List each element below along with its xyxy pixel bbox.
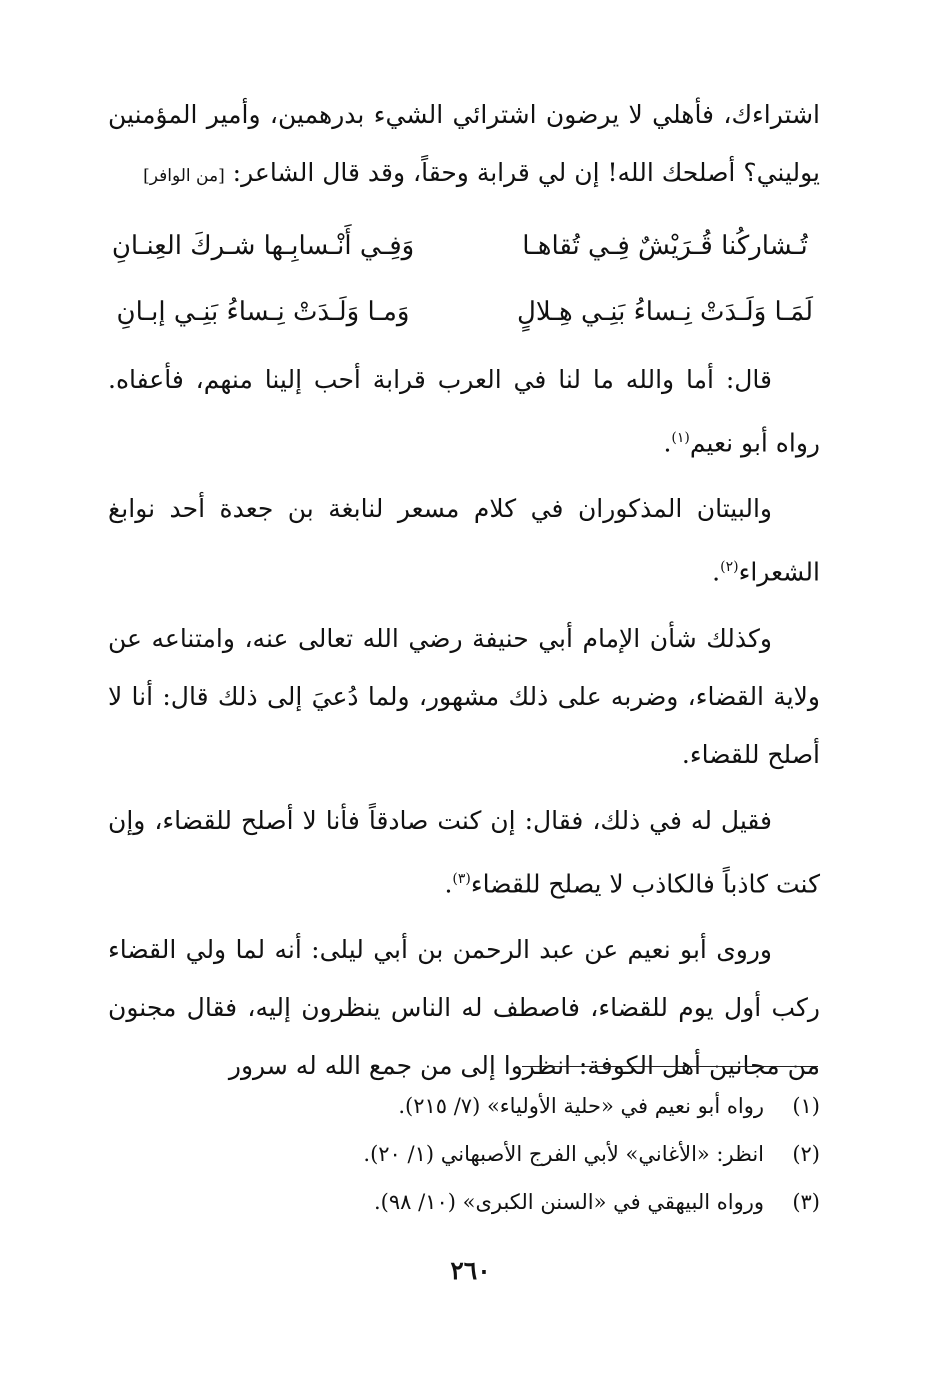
footnote-ref-1[interactable]: (١)	[671, 430, 690, 446]
footnote-text: رواه أبو نعيم في «حلية الأولياء» (٧/ ٢١٥).	[398, 1094, 764, 1118]
footnotes	[108, 1082, 820, 1226]
paragraph-text: قال: أما والله ما لنا في العرب قرابة أحب إلينا منهم، فأعفاه. رواه أبو نعيم	[108, 365, 820, 458]
footnote-text: انظر: «الأغاني» لأبي الفرج الأصبهاني (١/ ٢٠).	[363, 1142, 764, 1166]
paragraph-abu-nuaym	[108, 351, 820, 472]
footnote-number: (٣)	[792, 1190, 820, 1214]
page-body	[108, 86, 820, 1103]
paragraph-end: .	[712, 557, 721, 587]
footnote-1	[108, 1082, 820, 1130]
poem	[108, 213, 820, 345]
opening-line-2: يوليني؟ أصلحك الله! إن لي قرابة وحقاً، وقد قال الشاعر:	[224, 158, 820, 187]
page-number: ٢٦٠	[450, 1256, 491, 1285]
verse-2-first-hemistich: لَمَـا وَلَـدَتْ نِـساءُ بَنِـي هِـلالٍ	[516, 297, 814, 327]
footnote-ref-3[interactable]: (٣)	[452, 870, 471, 887]
footnote-number: (١)	[792, 1094, 820, 1118]
footnote-3	[108, 1178, 820, 1226]
paragraph-end: .	[444, 868, 453, 898]
poem-verse	[108, 279, 820, 345]
footnote-2	[108, 1130, 820, 1178]
poem-meter: [من الوافر]	[143, 166, 225, 186]
verse-2-second-hemistich: وَمـا وَلَـدَتْ نِـساءُ بَنِـي إبـانِ	[116, 297, 410, 327]
paragraph-end: .	[663, 428, 672, 458]
opening-line-1: اشتراءك، فأهلي لا يرضون اشترائي الشيء بدرهمين، وأمير المؤمنين	[108, 100, 820, 129]
footnote-number: (٢)	[792, 1142, 820, 1166]
footnote-text: ورواه البيهقي في «السنن الكبرى» (١٠/ ٩٨).	[373, 1190, 764, 1214]
paragraph-text: وكذلك شأن الإمام أبي حنيفة رضي الله تعالى عنه، وامتناعه عن ولاية القضاء، وضربه على ذلك مشهور، ولما دُعيَ إلى ذلك قال: أنا لا أصلح للقضاء.	[108, 623, 820, 769]
verse-1-first-hemistich: تُـشاركُنا قُـرَيْشٌ فِـي تُقاهـا	[522, 231, 808, 261]
paragraph-abu-hanifa	[108, 610, 820, 784]
opening-paragraph	[108, 86, 820, 205]
paragraph-text: وروى أبو نعيم عن عبد الرحمن بن أبي ليلى: أنه لما ولي القضاء ركب أول يوم للقضاء، فاصطف له الناس ينظرون إليه، فقال مجنون من مجانين أهل الكوفة: انظروا إلى من جمع الله له سرور	[108, 934, 820, 1080]
poem-verse	[108, 213, 820, 279]
footnote-separator	[522, 1066, 818, 1067]
footnote-ref-2[interactable]: (٢)	[720, 559, 739, 576]
paragraph-text: فقيل له في ذلك، فقال: إن كنت صادقاً فأنا لا أصلح للقضاء، وإن كنت كاذباً فالكاذب لا يصلح للقضاء	[108, 805, 820, 898]
paragraph-ibn-abi-layla	[108, 921, 820, 1095]
paragraph-text: والبيتان المذكوران في كلام مسعر لنابغة بن جعدة أحد نوابغ الشعراء	[108, 494, 820, 587]
paragraph-two-verses	[108, 480, 820, 601]
verse-1-second-hemistich: وَفِـي أَنْـسابِـها شـركَ العِنـانِ	[111, 231, 415, 261]
paragraph-answer	[108, 792, 820, 913]
